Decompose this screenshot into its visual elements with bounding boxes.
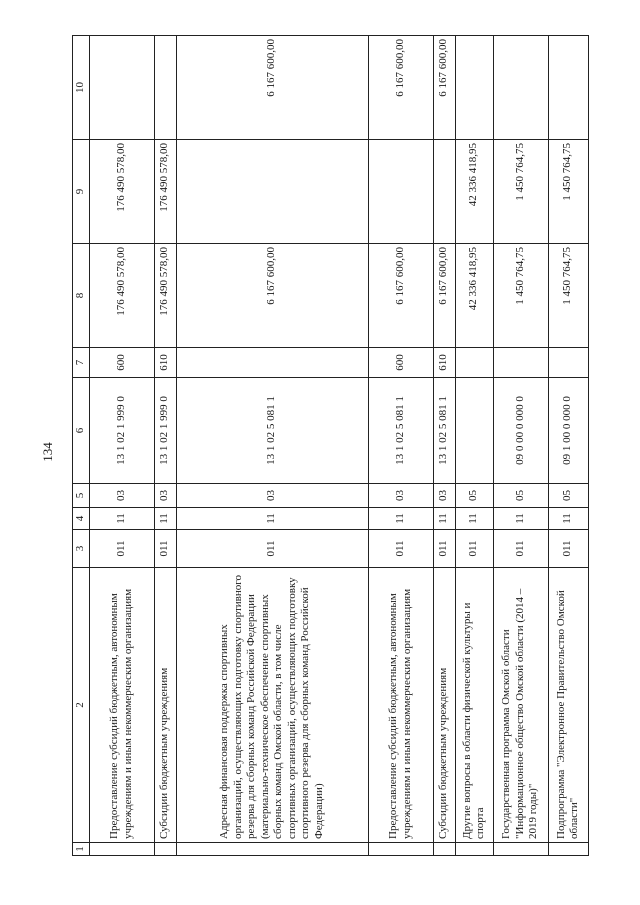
row-number-cell: [368, 843, 433, 856]
total-amount-cell: 6 167 600,00: [368, 244, 433, 348]
description-cell: Субсидии бюджетным учреждениям: [154, 568, 176, 843]
total-amount-cell: 1 450 764,75: [548, 244, 588, 348]
ministry-code-cell: 011: [455, 530, 493, 568]
table-row: [548, 36, 588, 856]
total-amount-cell: 6 167 600,00: [433, 244, 455, 348]
total-amount-cell: 42 336 418,95: [455, 244, 493, 348]
expense-type-cell: 610: [154, 348, 176, 378]
col-header-4: 4: [73, 508, 90, 530]
description-cell: Государственная программа Омской области "Информационное общество Омской области (2014 – 2019 годы)": [493, 568, 548, 843]
target-article-cell: 13 1 02 1 999 0: [154, 378, 176, 484]
description-cell: Предоставление субсидий бюджетным, автономным учреждениям и иным некоммерческим организациям: [368, 568, 433, 843]
total-amount-cell: 1 450 764,75: [493, 244, 548, 348]
total-amount-cell: 176 490 578,00: [89, 244, 154, 348]
amount-col9-cell: [433, 140, 455, 244]
section-cell: 11: [154, 508, 176, 530]
row-number-cell: [455, 843, 493, 856]
budget-table: [72, 35, 589, 856]
amount-col9-cell: 42 336 418,95: [455, 140, 493, 244]
row-number-cell: [433, 843, 455, 856]
col-header-5: 5: [73, 484, 90, 508]
table-row: [368, 36, 433, 856]
col-header-3: 3: [73, 530, 90, 568]
subsection-cell: 03: [89, 484, 154, 508]
page-number: 134: [39, 442, 55, 462]
section-cell: 11: [433, 508, 455, 530]
ministry-code-cell: 011: [368, 530, 433, 568]
target-article-cell: [455, 378, 493, 484]
expense-type-cell: [493, 348, 548, 378]
ministry-code-cell: 011: [176, 530, 368, 568]
expense-type-cell: 610: [433, 348, 455, 378]
target-article-cell: 13 1 02 5 081 1: [433, 378, 455, 484]
section-cell: 11: [368, 508, 433, 530]
amount-col10-cell: 6 167 600,00: [368, 36, 433, 140]
col-header-9: 9: [73, 140, 90, 244]
col-header-6: 6: [73, 378, 90, 484]
target-article-cell: 09 1 00 0 000 0: [548, 378, 588, 484]
amount-col10-cell: [493, 36, 548, 140]
ministry-code-cell: 011: [154, 530, 176, 568]
subsection-cell: 03: [176, 484, 368, 508]
header-row: [73, 36, 90, 856]
col-header-1: 1: [73, 843, 90, 856]
amount-col10-cell: 6 167 600,00: [433, 36, 455, 140]
section-cell: 11: [176, 508, 368, 530]
col-header-8: 8: [73, 244, 90, 348]
section-cell: 11: [548, 508, 588, 530]
amount-col10-cell: [455, 36, 493, 140]
description-cell: Другие вопросы в области физической культуры и спорта: [455, 568, 493, 843]
target-article-cell: 09 0 00 0 000 0: [493, 378, 548, 484]
col-header-10: 10: [73, 36, 90, 140]
description-cell: Адресная финансовая поддержка спортивных организаций, осуществляющих подготовку спортивного резерва для сборных команд Российской Федерации (материально-техническое обеспечение спортивных сборных команд Омской области, в том числе спортивных организаций, осуществляющих подготовку спортивного резерва для сборных команд Российской Федерации): [176, 568, 368, 843]
budget-table-container: [72, 36, 606, 856]
amount-col9-cell: [176, 140, 368, 244]
table-row: [176, 36, 368, 856]
table-row: [433, 36, 455, 856]
expense-type-cell: 600: [368, 348, 433, 378]
row-number-cell: [548, 843, 588, 856]
ministry-code-cell: 011: [433, 530, 455, 568]
table-row: [154, 36, 176, 856]
description-cell: Подпрограмма "Электронное Правительство Омской области": [548, 568, 588, 843]
amount-col10-cell: [154, 36, 176, 140]
table-row: [455, 36, 493, 856]
subsection-cell: 05: [548, 484, 588, 508]
expense-type-cell: [455, 348, 493, 378]
amount-col9-cell: 176 490 578,00: [154, 140, 176, 244]
description-cell: Предоставление субсидий бюджетным, автономным учреждениям и иным некоммерческим организациям: [89, 568, 154, 843]
target-article-cell: 13 1 02 5 081 1: [176, 378, 368, 484]
total-amount-cell: 176 490 578,00: [154, 244, 176, 348]
ministry-code-cell: 011: [493, 530, 548, 568]
amount-col10-cell: [89, 36, 154, 140]
amount-col9-cell: 1 450 764,75: [548, 140, 588, 244]
row-number-cell: [176, 843, 368, 856]
subsection-cell: 05: [455, 484, 493, 508]
subsection-cell: 05: [493, 484, 548, 508]
amount-col9-cell: [368, 140, 433, 244]
expense-type-cell: [176, 348, 368, 378]
table-row: [493, 36, 548, 856]
ministry-code-cell: 011: [548, 530, 588, 568]
section-cell: 11: [89, 508, 154, 530]
section-cell: 11: [493, 508, 548, 530]
row-number-cell: [493, 843, 548, 856]
target-article-cell: 13 1 02 1 999 0: [89, 378, 154, 484]
table-row: [89, 36, 154, 856]
subsection-cell: 03: [433, 484, 455, 508]
col-header-2: 2: [73, 568, 90, 843]
subsection-cell: 03: [154, 484, 176, 508]
section-cell: 11: [455, 508, 493, 530]
target-article-cell: 13 1 02 5 081 1: [368, 378, 433, 484]
total-amount-cell: 6 167 600,00: [176, 244, 368, 348]
subsection-cell: 03: [368, 484, 433, 508]
expense-type-cell: 600: [89, 348, 154, 378]
ministry-code-cell: 011: [89, 530, 154, 568]
amount-col10-cell: 6 167 600,00: [176, 36, 368, 140]
expense-type-cell: [548, 348, 588, 378]
description-cell: Субсидии бюджетным учреждениям: [433, 568, 455, 843]
row-number-cell: [154, 843, 176, 856]
col-header-7: 7: [73, 348, 90, 378]
amount-col9-cell: 1 450 764,75: [493, 140, 548, 244]
amount-col10-cell: [548, 36, 588, 140]
row-number-cell: [89, 843, 154, 856]
amount-col9-cell: 176 490 578,00: [89, 140, 154, 244]
